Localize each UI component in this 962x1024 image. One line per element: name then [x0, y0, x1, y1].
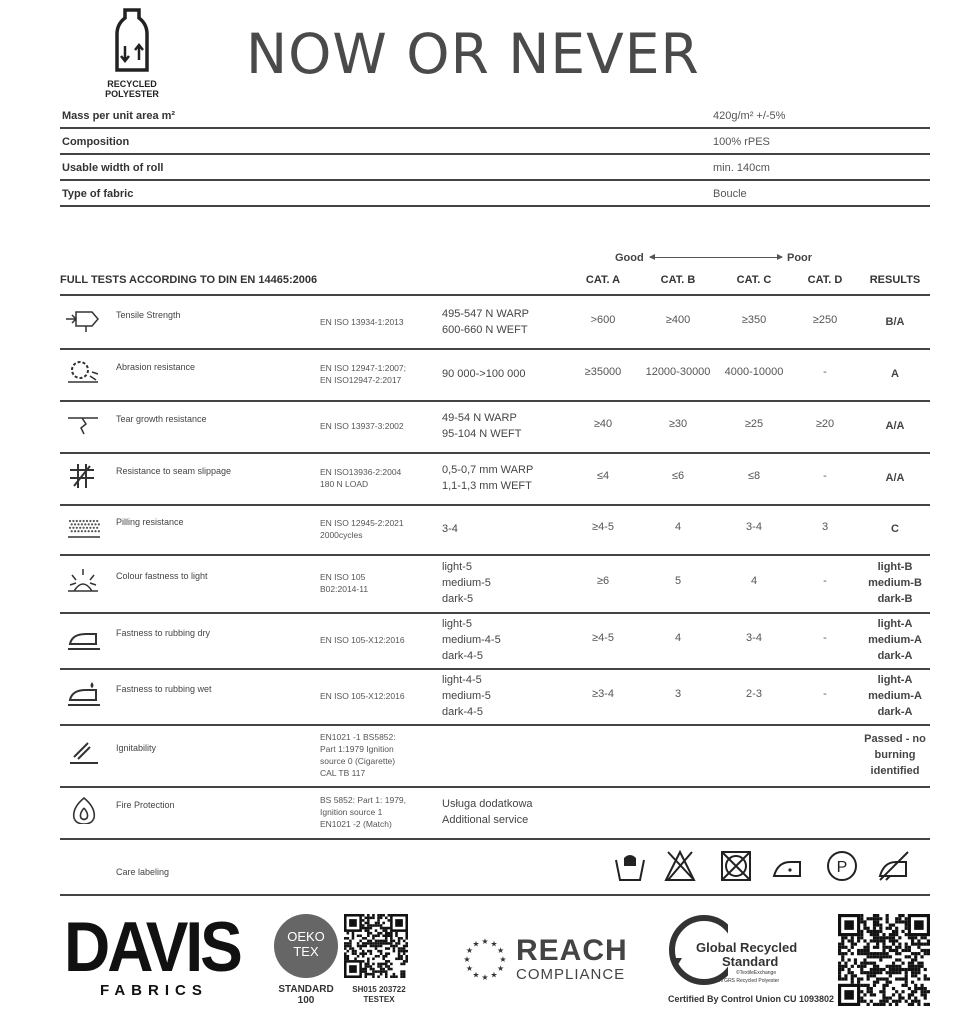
pilling-icon [64, 511, 104, 541]
tests-heading: FULL TESTS ACCORDING TO DIN EN 14465:2006 [60, 274, 318, 286]
care-label: Care labeling [116, 867, 170, 877]
spec-row [60, 154, 930, 181]
test-result: Passed - no burning identified [864, 733, 926, 777]
svg-text:★: ★ [465, 946, 473, 955]
oeko-tex-logo [274, 914, 338, 978]
reach-subtitle: COMPLIANCE [516, 966, 626, 983]
cat-c-value: 3-4 [746, 632, 762, 644]
test-result: A/A [885, 420, 905, 432]
cat-d-value: - [823, 632, 827, 644]
cat-b-value: 12000-30000 [645, 366, 711, 378]
poor-label: Poor [787, 252, 813, 264]
test-value: light-5 medium-4-5 dark-4-5 [442, 618, 501, 662]
cat-b-value: 5 [674, 575, 682, 587]
test-row [60, 612, 930, 670]
tear-icon [64, 408, 104, 438]
cat-a-value: ≥4-5 [592, 632, 614, 644]
svg-text:★: ★ [490, 970, 498, 980]
test-name: Abrasion resistance [116, 362, 196, 372]
test-standard: EN ISO 13934-1:2013 [320, 317, 404, 327]
test-result: A/A [885, 472, 905, 484]
fire-icon [64, 794, 104, 824]
standard-100-label: STANDARD 100 [278, 984, 334, 1006]
test-name: Fastness to rubbing wet [116, 684, 212, 694]
test-result: light-A medium-A dark-A [868, 674, 922, 718]
cat-a-value: ≥35000 [584, 366, 622, 378]
cat-a-value: ≥4-5 [592, 521, 614, 533]
col-results: RESULTS [869, 274, 921, 286]
test-standard: EN ISO 105-X12:2016 [320, 635, 405, 645]
good-label: Good [615, 252, 644, 264]
davis-logo: DAVIS [64, 907, 240, 987]
grs-recycled-note: 100% GRS Recycled Polyester [710, 978, 780, 984]
grs-standard: Standard [722, 954, 779, 969]
cat-c-value: ≤8 [747, 470, 761, 482]
test-name: Fastness to rubbing dry [116, 628, 211, 638]
spec-value: 100% rPES [713, 136, 770, 148]
cat-a-value: ≥3-4 [592, 688, 614, 700]
svg-text:★: ★ [472, 970, 480, 980]
good-poor-arrow [650, 257, 782, 258]
test-standard: EN ISO 105 B02:2014-11 [320, 572, 369, 594]
cat-a-value: ≥6 [596, 575, 610, 587]
cat-d-value: ≥250 [812, 314, 838, 326]
spec-label: Type of fabric [62, 188, 134, 200]
tex-label: TEX [293, 944, 319, 959]
spec-value: 420g/m² +/-5% [713, 110, 786, 122]
oeko-label: OEKO [287, 929, 325, 944]
cat-c-value: 4000-10000 [724, 366, 784, 378]
test-value: Usługa dodatkowa Additional service [442, 798, 533, 826]
cat-c-value: 4 [750, 575, 758, 587]
svg-text:★: ★ [481, 973, 489, 982]
svg-text:★: ★ [465, 964, 473, 973]
test-row [60, 554, 930, 614]
svg-text:★: ★ [497, 946, 505, 955]
test-result: light-A medium-A dark-A [868, 618, 922, 662]
test-result: light-B medium-B dark-B [868, 561, 922, 605]
cat-d-value: - [823, 470, 827, 482]
spec-label: Mass per unit area m² [62, 110, 176, 122]
test-standard: EN ISO 13937-3:2002 [320, 421, 404, 431]
reach-title: REACH [516, 934, 628, 967]
test-standard: EN ISO 105-X12:2016 [320, 691, 405, 701]
cat-b-value: 3 [674, 688, 682, 700]
test-value: light-5 medium-5 dark-5 [442, 561, 491, 605]
spec-label: Composition [62, 136, 130, 148]
no-bleach-icon [662, 848, 698, 884]
cat-d-value: - [823, 575, 827, 587]
cat-a-value: ≥40 [593, 418, 613, 430]
test-row [60, 668, 930, 726]
cat-b-value: 4 [674, 632, 682, 644]
seam-slippage-icon [64, 460, 104, 490]
col-cat-a: CAT. A [585, 274, 621, 286]
test-value: 495-547 N WARP 600-660 N WEFT [442, 308, 530, 336]
svg-text:★: ★ [490, 939, 498, 949]
test-row [60, 452, 930, 506]
spec-label: Usable width of roll [62, 162, 164, 174]
grs-copyright: ©TextileExchange [736, 970, 777, 976]
cat-d-value: - [823, 366, 827, 378]
grs-logo [666, 912, 806, 992]
test-result: C [891, 523, 899, 535]
oeko-cert-code: SH015 203722 TESTEX [352, 985, 406, 1004]
tensile-icon [64, 304, 104, 334]
col-cat-d: CAT. D [807, 274, 843, 286]
fabrics-label: FABRICS [100, 982, 208, 999]
no-tumble-dry-icon [718, 848, 754, 884]
test-name: Resistance to seam slippage [116, 466, 232, 476]
product-title: NOW OR NEVER [246, 22, 700, 86]
light-fastness-icon [64, 565, 104, 595]
col-cat-c: CAT. C [736, 274, 772, 286]
care-bottom-rule [60, 894, 930, 896]
cat-b-value: ≥400 [665, 314, 691, 326]
test-name: Tear growth resistance [116, 414, 207, 424]
test-value: 49-54 N WARP 95-104 N WEFT [442, 412, 522, 440]
test-standard: EN ISO13936-2:2004 180 N LOAD [320, 467, 402, 489]
cat-c-value: 2-3 [746, 688, 762, 700]
test-row [60, 296, 930, 350]
rubbing-wet-icon [64, 678, 104, 708]
test-value: 3-4 [442, 523, 458, 535]
test-name: Pilling resistance [116, 517, 184, 527]
recycled-label: RECYCLED POLYESTER [105, 79, 159, 99]
test-value: 90 000->100 000 [442, 368, 526, 380]
test-name: Ignitability [116, 743, 157, 753]
col-cat-b: CAT. B [660, 274, 696, 286]
grs-title: Global Recycled [696, 940, 798, 955]
hand-wash-icon [612, 848, 648, 884]
test-value: 0,5-0,7 mm WARP 1,1-1,3 mm WEFT [442, 464, 534, 492]
cat-d-value: ≥20 [815, 418, 835, 430]
spec-value: Boucle [713, 188, 747, 200]
test-standard: EN1021 -1 BS5852: Part 1:1979 Ignition source 0 (Cigarette) CAL TB 117 [320, 732, 396, 778]
grs-certification: Certified By Control Union CU 1093802 [668, 994, 835, 1004]
spec-row [60, 102, 930, 129]
spec-value: min. 140cm [713, 162, 770, 174]
svg-text:★: ★ [497, 964, 505, 973]
low-iron-icon [770, 848, 806, 884]
cat-c-value: ≥25 [744, 418, 764, 430]
svg-text:★: ★ [499, 955, 507, 964]
oeko-qr-code [344, 914, 408, 978]
recycled-bottle-icon [107, 6, 157, 74]
test-row [60, 724, 930, 788]
cat-d-value: 3 [821, 521, 829, 533]
test-name: Fire Protection [116, 800, 175, 810]
test-standard: EN ISO 12947-1:2007; EN ISO12947-2:2017 [320, 363, 407, 385]
svg-text:★: ★ [481, 937, 489, 946]
rubbing-dry-icon [64, 622, 104, 652]
product-qr-code [838, 914, 930, 1006]
dry-clean-p-icon [824, 848, 860, 884]
test-row [60, 348, 930, 402]
test-result: A [891, 368, 899, 380]
svg-text:★: ★ [463, 955, 471, 964]
cat-a-value: >600 [590, 314, 616, 326]
abrasion-icon [64, 356, 104, 386]
ignitability-icon [64, 737, 104, 767]
test-row [60, 400, 930, 454]
svg-text:★: ★ [472, 939, 480, 949]
test-value: light-4-5 medium-5 dark-4-5 [442, 674, 491, 718]
recycled-polyester-logo [92, 6, 172, 99]
test-name: Colour fastness to light [116, 571, 208, 581]
cat-c-value: 3-4 [746, 521, 762, 533]
cat-b-value: 4 [674, 521, 682, 533]
test-standard: BS 5852: Part 1: 1979, Ignition source 1 EN1021 -2 (Match) [320, 795, 407, 829]
test-result: B/A [885, 316, 905, 328]
svg-text:P: P [836, 859, 848, 876]
spec-row [60, 180, 930, 207]
test-row [60, 786, 930, 840]
test-row [60, 504, 930, 556]
eu-stars-icon [460, 934, 510, 984]
cat-b-value: ≤6 [671, 470, 685, 482]
cat-a-value: ≤4 [596, 470, 610, 482]
cat-c-value: ≥350 [741, 314, 767, 326]
test-standard: EN ISO 12945-2:2021 2000cycles [320, 518, 404, 540]
cat-b-value: ≥30 [668, 418, 688, 430]
cat-d-value: - [823, 688, 827, 700]
no-steam-icon [876, 848, 912, 884]
test-name: Tensile Strength [116, 310, 181, 320]
spec-row [60, 128, 930, 155]
